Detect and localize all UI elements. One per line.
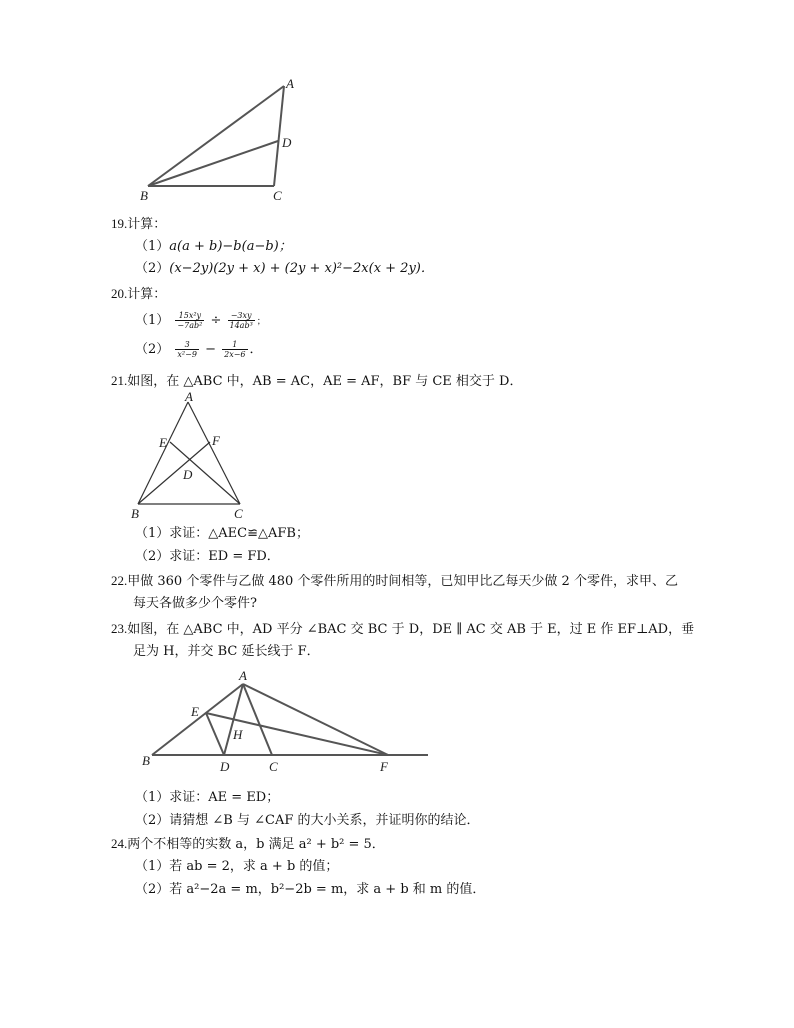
figure-bisector-triangle	[136, 663, 436, 778]
label-f: F	[212, 433, 220, 448]
label-d: D	[220, 759, 230, 774]
label-a: A	[239, 668, 247, 683]
q23-item-2: （2）请猜想 ∠B 与 ∠CAF 的大小关系，并证明你的结论．	[135, 813, 480, 828]
q23-text-line2: 足为 H，并交 BC 延长线于 F．	[133, 644, 320, 659]
label-b: B	[142, 753, 150, 768]
q19-item-2: （2）(x−2y)(2y + x) + (2y + x)²−2x(x + 2y)．	[135, 261, 434, 276]
q22-text-line1: 22.甲做 360 个零件与乙做 480 个零件所用的时间相等，已知甲比乙每天少做 2 个零件，求甲、乙	[111, 573, 678, 589]
label-e: E	[191, 704, 199, 719]
q22-text-line2: 每天各做多少个零件?	[133, 596, 257, 611]
label-c: C	[269, 759, 278, 774]
q20-number: 20.	[111, 286, 128, 301]
segment-bf	[138, 442, 210, 504]
q19-header	[111, 215, 166, 234]
figure-triangle-abc-d	[130, 72, 310, 207]
q20-item-1: （1） $\frac{\text{15x²y}}{\text{−7ab²}}$ ÷ $\frac{-3xy}{\text{14ab³}}$ ；	[135, 311, 266, 330]
q20-header	[111, 285, 166, 304]
label-h: H	[233, 727, 243, 742]
q24-number: 24.	[111, 836, 128, 851]
segment-ce	[170, 442, 240, 504]
segment-ba	[152, 684, 243, 755]
segment-ab	[138, 402, 188, 504]
segment-ba	[148, 86, 284, 186]
label-d: D	[183, 467, 193, 482]
segment-ac	[188, 402, 240, 504]
segment-bd	[148, 141, 278, 186]
label-c: C	[234, 506, 243, 521]
q23-item-1: （1）求证：AE = ED；	[135, 790, 280, 805]
q21-item-2: （2）求证：ED = FD．	[135, 549, 280, 564]
figure-isosceles-abc	[128, 390, 258, 522]
q20-fraction-1a: $\frac{\text{15x²y}}{\text{−7ab²}}$	[177, 311, 203, 330]
q22-number: 22.	[111, 573, 128, 588]
q19-item-1: （1）a(a + b)−b(a−b)；	[135, 239, 292, 254]
q19-expr-2: (x−2y)(2y + x) + (2y + x)²−2x(x + 2y)．	[169, 261, 434, 276]
q24-text: 24.两个不相等的实数 a，b 满足 a² + b² = 5．	[111, 836, 385, 852]
q20-fraction-2b: $\frac{1}{2x-6}$	[224, 340, 246, 359]
q19-expr-1: a(a + b)−b(a−b)；	[169, 239, 292, 254]
q21-item-1: （1）求证：△AEC≌△AFB；	[135, 526, 309, 541]
label-a: A	[286, 76, 294, 91]
label-f: F	[380, 759, 388, 774]
label-d: D	[282, 135, 292, 150]
segment-ed	[206, 713, 224, 755]
q20-fraction-2a: $\frac{3}{\text{x²−9}}$	[177, 340, 197, 359]
label-a: A	[185, 390, 193, 404]
q20-item-2: （2） $\frac{3}{\text{x²−9}}$ − $\frac{1}{2x-6}$ ．	[135, 340, 263, 359]
q24-item-2: （2）若 a²−2a = m，b²−2b = m，求 a + b 和 m 的值．	[135, 882, 486, 897]
q20-fraction-1b: $\frac{-3xy}{\text{14ab³}}$	[229, 311, 253, 330]
q19-number: 19.	[111, 216, 128, 231]
label-c: C	[273, 188, 282, 203]
q19-title: 计算：	[127, 217, 167, 232]
q21-text: 21.如图，在 △ABC 中，AB = AC，AE = AF，BF 与 CE 相交于 D．	[111, 373, 523, 389]
q21-number: 21.	[111, 373, 128, 388]
q23-text-line1: 23.如图，在 △ABC 中，AD 平分 ∠BAC 交 BC 于 D，DE ∥ AC 交 AB 于 E，过 E 作 EF⊥AD，垂	[111, 621, 695, 637]
label-e: E	[159, 435, 167, 450]
q23-number: 23.	[111, 621, 128, 636]
segment-af	[243, 684, 388, 755]
label-b: B	[131, 506, 139, 521]
q20-title: 计算：	[127, 287, 167, 302]
q24-item-1: （1）若 ab = 2，求 a + b 的值；	[135, 859, 339, 874]
label-b: B	[140, 188, 148, 203]
segment-ac	[243, 684, 272, 755]
